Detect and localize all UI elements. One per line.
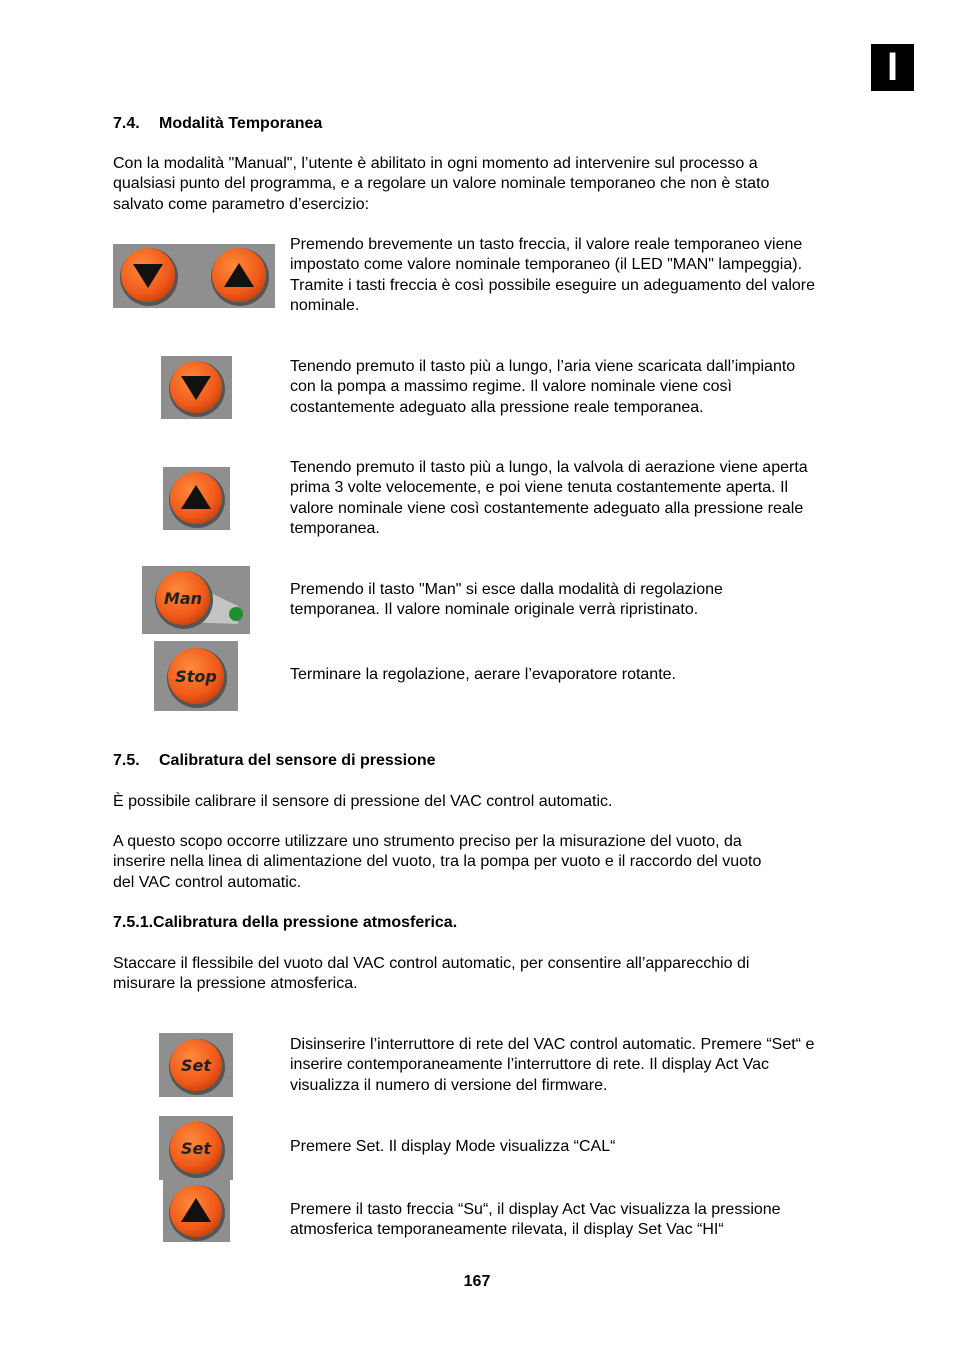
text-line: valore nominale viene così costantemente adeguato alla pressione reale <box>290 499 804 517</box>
text-line: prima 3 volte velocemente, e poi viene tenuta costantemente aperta. Il <box>290 479 789 497</box>
text-line: Premendo brevemente un tasto freccia, il valore reale temporaneo viene <box>290 236 803 253</box>
section-7-5-1-intro <box>113 954 873 995</box>
text-line: Premere Set. Il display Mode visualizza “CAL“ <box>290 1138 616 1155</box>
text-line: Tenendo premuto il tasto più a lungo, la valvola di aerazione viene aperta <box>290 459 808 476</box>
section-heading-7-5-1 <box>113 913 457 933</box>
set-button-label: Set <box>180 1056 212 1075</box>
section-7-4-intro <box>113 154 873 215</box>
section-heading-7-4 <box>113 114 322 134</box>
text-line: qualsiasi punto del programma, e a regolare un valore nominale temporaneo che non è stato <box>113 175 770 193</box>
page-number: 167 <box>463 1273 491 1290</box>
text-line: inserire nella linea di alimentazione del vuoto, tra la pompa per vuoto e il raccordo del vuoto <box>113 853 762 871</box>
down-up-arrow-buttons-icon <box>113 244 275 308</box>
row-description <box>290 1200 880 1241</box>
set-button-icon <box>159 1033 233 1097</box>
down-arrow-button-icon <box>161 356 232 419</box>
text-line: A questo scopo occorre utilizzare uno strumento preciso per la misurazione del vuoto, da <box>113 833 742 850</box>
text-line: Premere il tasto freccia “Su“, il display Act Vac visualizza la pressione <box>290 1201 781 1218</box>
section-title: Modalità Temporanea <box>159 115 323 132</box>
text-line: Terminare la regolazione, aerare l’evaporatore rotante. <box>290 666 676 683</box>
section-title: Calibratura della pressione atmosferica. <box>153 914 458 931</box>
up-arrow-button-icon <box>163 1180 230 1242</box>
text-line: Tenendo premuto il tasto più a lungo, l’aria viene scaricata dall’impianto <box>290 358 796 375</box>
set-button-label: Set <box>180 1139 212 1158</box>
section-number: 7.4. <box>113 115 140 132</box>
text-line: temporanea. <box>290 520 380 538</box>
section-heading-7-5 <box>113 751 436 771</box>
row-description <box>290 1137 880 1157</box>
language-tab: I <box>871 44 914 91</box>
text-line: visualizza il numero di versione del firmware. <box>290 1076 608 1094</box>
row-description <box>290 1035 880 1096</box>
text-line: Disinserire l’interruttore di rete del VAC control automatic. Premere “Set“ e <box>290 1036 815 1053</box>
text-line: costantemente adeguato alla pressione reale temporanea. <box>290 398 704 416</box>
section-7-5-para-2 <box>113 832 873 893</box>
text-line: del VAC control automatic. <box>113 873 302 891</box>
section-7-5-para-1 <box>113 792 873 812</box>
stop-button-icon <box>154 641 238 711</box>
text-line: temporanea. Il valore nominale originale verrà ripristinato. <box>290 601 699 619</box>
man-button-icon <box>142 566 250 634</box>
row-description <box>290 458 880 540</box>
text-line: Premendo il tasto "Man" si esce dalla modalità di regolazione <box>290 581 723 598</box>
text-line: nominale. <box>290 297 360 315</box>
section-number: 7.5.1. <box>113 914 154 931</box>
text-line: Con la modalità "Manual", l’utente è abilitato in ogni momento ad intervenire sul processo a <box>113 155 758 172</box>
row-description <box>290 580 880 621</box>
text-line: misurare la pressione atmosferica. <box>113 975 358 993</box>
up-arrow-button-icon <box>163 467 230 530</box>
text-line: impostato come valore nominale temporaneo (il LED "MAN" lampeggia). <box>290 256 803 274</box>
text-line: salvato come parametro d’esercizio: <box>113 195 370 213</box>
row-description <box>290 235 880 317</box>
text-line: inserire contemporaneamente l’interruttore di rete. Il display Act Vac <box>290 1056 770 1074</box>
section-number: 7.5. <box>113 752 140 769</box>
row-description <box>290 357 880 418</box>
text-line: con la pompa a massimo regime. Il valore nominale viene così <box>290 378 732 396</box>
section-title: Calibratura del sensore di pressione <box>159 752 436 769</box>
row-description <box>290 665 880 685</box>
set-button-icon <box>159 1116 233 1180</box>
text-line: Tramite i tasti freccia è così possibile eseguire un adeguamento del valore <box>290 276 816 294</box>
stop-button-label: Stop <box>175 667 217 686</box>
text-line: Staccare il flessibile del vuoto dal VAC control automatic, per consentire all’apparecchio di <box>113 955 750 972</box>
text-line: È possibile calibrare il sensore di pressione del VAC control automatic. <box>113 793 613 810</box>
man-button-label: Man <box>163 589 203 608</box>
text-line: atmosferica temporaneamente rilevata, il display Set Vac “HI“ <box>290 1221 724 1239</box>
